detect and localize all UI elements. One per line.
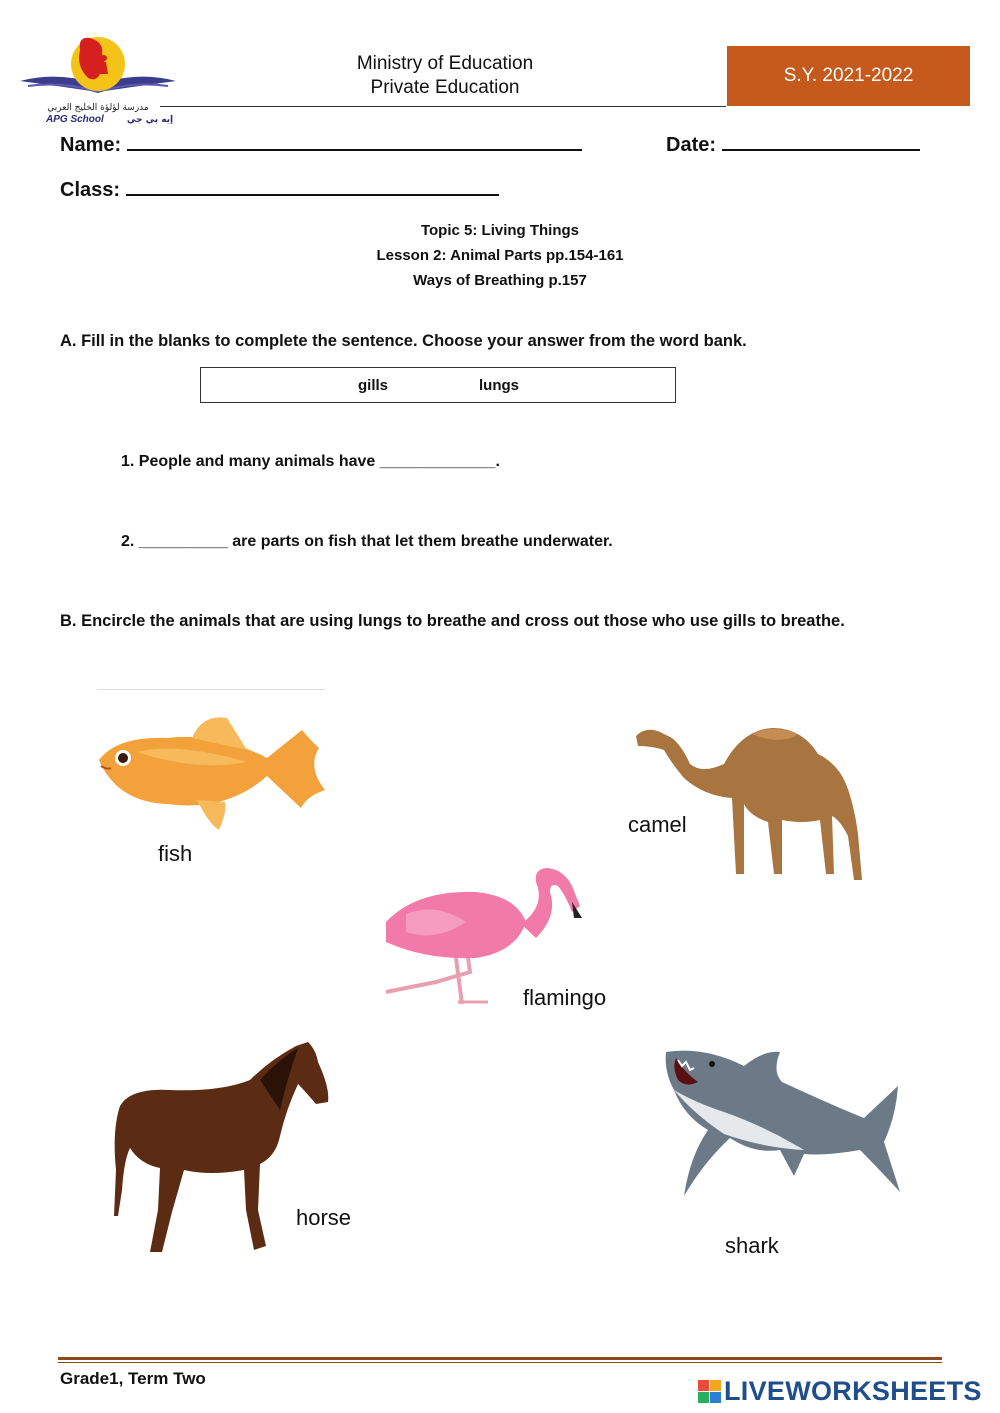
word-bank <box>200 367 676 403</box>
ministry-line2: Private Education <box>370 77 520 98</box>
date-blank[interactable] <box>722 131 920 151</box>
label-camel: camel <box>628 812 687 837</box>
school-year-text: S.Y. 2021-2022 <box>783 65 914 86</box>
section-b-instruction: B. Encircle the animals that are using lungs to breathe and cross out those who use gills to breathe. <box>60 612 845 630</box>
liveworksheets-wordmark: LIVEWORKSHEETS <box>724 1376 982 1406</box>
ministry-heading <box>300 52 590 100</box>
topic-line2: Lesson 2: Animal Parts pp.154-161 <box>376 247 624 264</box>
logo-arabic-text: مدرسة لؤلؤة الخليج العربي <box>47 103 149 113</box>
liveworksheets-brand[interactable] <box>698 1376 982 1407</box>
label-shark: shark <box>725 1233 779 1258</box>
name-label: Name: <box>60 134 122 156</box>
ministry-line1: Ministry of Education <box>356 53 534 74</box>
fish-image[interactable] <box>97 712 327 832</box>
school-logo <box>18 26 178 126</box>
topic-heading <box>250 218 750 293</box>
footer-grade-term: Grade1, Term Two <box>60 1369 206 1388</box>
name-blank[interactable] <box>127 131 582 151</box>
topic-line1: Topic 5: Living Things <box>420 222 580 239</box>
date-label: Date: <box>666 134 717 156</box>
class-blank[interactable] <box>126 176 499 196</box>
topic-line3: Ways of Breathing p.157 <box>413 272 587 289</box>
label-fish: fish <box>158 841 193 866</box>
camel-image[interactable] <box>632 724 872 884</box>
label-flamingo: flamingo <box>523 985 607 1010</box>
footer-divider-thick <box>58 1357 942 1360</box>
date-field <box>666 131 920 157</box>
section-a-instruction: A. Fill in the blanks to complete the sentence. Choose your answer from the word bank. <box>60 332 747 350</box>
label-horse: horse <box>296 1205 352 1230</box>
liveworksheets-logo-icon <box>698 1380 721 1403</box>
logo-latin-text: APG School <box>46 114 104 125</box>
question-2[interactable]: 2. __________ are parts on fish that let them breathe underwater. <box>121 533 613 550</box>
header-divider <box>160 106 726 107</box>
footer-divider-thin <box>58 1362 942 1363</box>
word-bank-lungs: lungs <box>479 377 519 394</box>
class-label: Class: <box>60 179 121 201</box>
logo-arabic-initials: إيه بي جي <box>126 115 174 125</box>
school-year-badge <box>727 46 970 106</box>
name-field <box>60 131 582 157</box>
word-bank-gills: gills <box>358 377 389 394</box>
question-1[interactable]: 1. People and many animals have _____________. <box>121 453 500 470</box>
fish-image-border <box>97 689 325 690</box>
class-field <box>60 176 499 202</box>
shark-image[interactable] <box>664 1046 904 1202</box>
